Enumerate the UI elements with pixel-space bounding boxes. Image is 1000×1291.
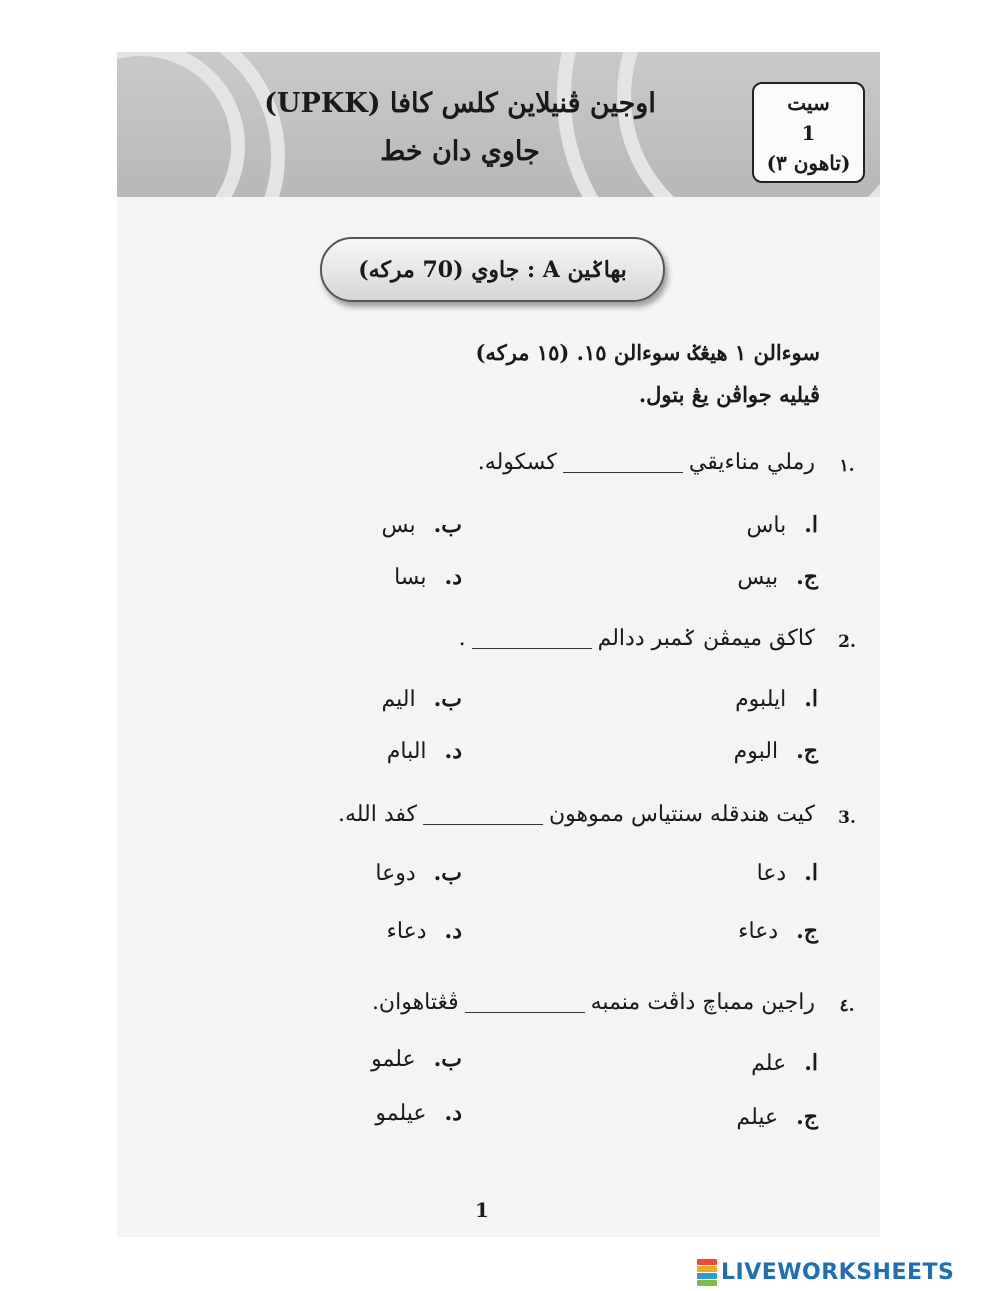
question-stem: راجين ممباچ داڤت منمبه bbox=[590, 990, 815, 1015]
answer-blank bbox=[472, 648, 592, 649]
option-label: د. bbox=[444, 738, 462, 764]
option-label: ج. bbox=[796, 918, 818, 944]
option-label: ب. bbox=[433, 512, 462, 538]
option-text: دعا bbox=[756, 861, 787, 886]
question-stem: كاكق ميمڤن ݢمبر ددالم bbox=[597, 626, 815, 651]
option-c[interactable] bbox=[734, 738, 818, 764]
question-tail: . bbox=[458, 626, 466, 651]
option-d[interactable] bbox=[394, 564, 462, 590]
exam-title: اوجين ڤنيلاين كلس كافا (UPKK) bbox=[264, 88, 656, 119]
option-label: د. bbox=[444, 1100, 462, 1126]
question-text bbox=[478, 450, 815, 475]
option-label: د. bbox=[444, 918, 462, 944]
option-text: اليم bbox=[381, 687, 416, 712]
option-label: ب. bbox=[433, 860, 462, 886]
question-stem: رملي مناءيقي bbox=[688, 450, 815, 475]
option-text: علمو bbox=[371, 1047, 416, 1072]
option-label: ا. bbox=[804, 1050, 818, 1076]
option-text: البام bbox=[386, 739, 427, 764]
set-label: سيت bbox=[787, 91, 830, 115]
question-tail: كفد الله. bbox=[337, 802, 418, 827]
option-text: بسا bbox=[394, 565, 427, 590]
header-title bbox=[250, 80, 670, 176]
brand-name: LIVEWORKSHEETS bbox=[721, 1259, 955, 1285]
set-year: (تاهون ٣) bbox=[766, 151, 851, 175]
option-label: ا. bbox=[804, 686, 818, 712]
option-d[interactable] bbox=[387, 738, 462, 764]
question-number: ١. bbox=[839, 456, 855, 476]
question-stem: كيت هندقله سنتياس مموهون bbox=[549, 802, 815, 827]
question-number: 3. bbox=[838, 808, 856, 828]
question-text bbox=[459, 626, 815, 651]
option-c[interactable] bbox=[737, 564, 818, 590]
option-text: بس bbox=[381, 513, 416, 538]
question-text bbox=[338, 802, 815, 827]
option-a[interactable] bbox=[747, 512, 818, 538]
option-text: علم bbox=[751, 1051, 787, 1076]
option-text: ايلبوم bbox=[735, 687, 787, 712]
option-label: ب. bbox=[433, 1046, 462, 1072]
question-number: ٤. bbox=[839, 996, 855, 1016]
option-c[interactable] bbox=[738, 918, 818, 944]
option-text: عيلم bbox=[736, 1105, 779, 1130]
option-d[interactable] bbox=[387, 918, 462, 944]
liveworksheets-brand[interactable] bbox=[697, 1257, 954, 1287]
option-b[interactable] bbox=[375, 860, 462, 886]
option-text: دعاء bbox=[738, 919, 779, 944]
set-number: 1 bbox=[801, 121, 816, 145]
option-c[interactable] bbox=[736, 1104, 818, 1130]
exam-subtitle: جاوي دان خط bbox=[380, 136, 540, 167]
option-a[interactable] bbox=[757, 860, 818, 886]
option-text: عيلمو bbox=[375, 1101, 427, 1126]
option-text: البوم bbox=[733, 739, 779, 764]
option-label: ج. bbox=[796, 738, 818, 764]
option-label: ب. bbox=[433, 686, 462, 712]
set-box bbox=[752, 82, 865, 183]
option-label: ج. bbox=[796, 1104, 818, 1130]
question-text bbox=[372, 990, 815, 1015]
question-number: 2. bbox=[838, 632, 856, 652]
answer-blank bbox=[423, 824, 543, 825]
answer-blank bbox=[563, 472, 683, 473]
part-banner: بهاݢين A : جاوي (70 مركه) bbox=[320, 237, 665, 302]
option-text: دوعا bbox=[375, 861, 416, 886]
option-b[interactable] bbox=[382, 686, 462, 712]
option-label: ا. bbox=[804, 860, 818, 886]
page-number: 1 bbox=[475, 1198, 489, 1222]
question-tail: ڤڠتاهوان. bbox=[371, 990, 459, 1015]
option-a[interactable] bbox=[751, 1050, 818, 1076]
option-b[interactable] bbox=[371, 1046, 462, 1072]
option-label: ا. bbox=[804, 512, 818, 538]
instruction-choose: ڤيليه جواڤن يڠ بتول. bbox=[638, 382, 820, 407]
liveworksheets-logo-icon bbox=[697, 1259, 717, 1286]
option-d[interactable] bbox=[375, 1100, 462, 1126]
answer-blank bbox=[465, 1012, 585, 1013]
option-b[interactable] bbox=[381, 512, 462, 538]
option-a[interactable] bbox=[735, 686, 818, 712]
instruction-range: سوءالن ١ هيڠݢ سوءالن ١٥. (١٥ مركه) bbox=[475, 340, 820, 365]
question-tail: كسكوله. bbox=[477, 450, 557, 475]
option-text: دعاء bbox=[386, 919, 427, 944]
option-text: باس bbox=[746, 513, 787, 538]
option-text: بيس bbox=[737, 565, 779, 590]
option-label: ج. bbox=[796, 564, 818, 590]
option-label: د. bbox=[444, 564, 462, 590]
